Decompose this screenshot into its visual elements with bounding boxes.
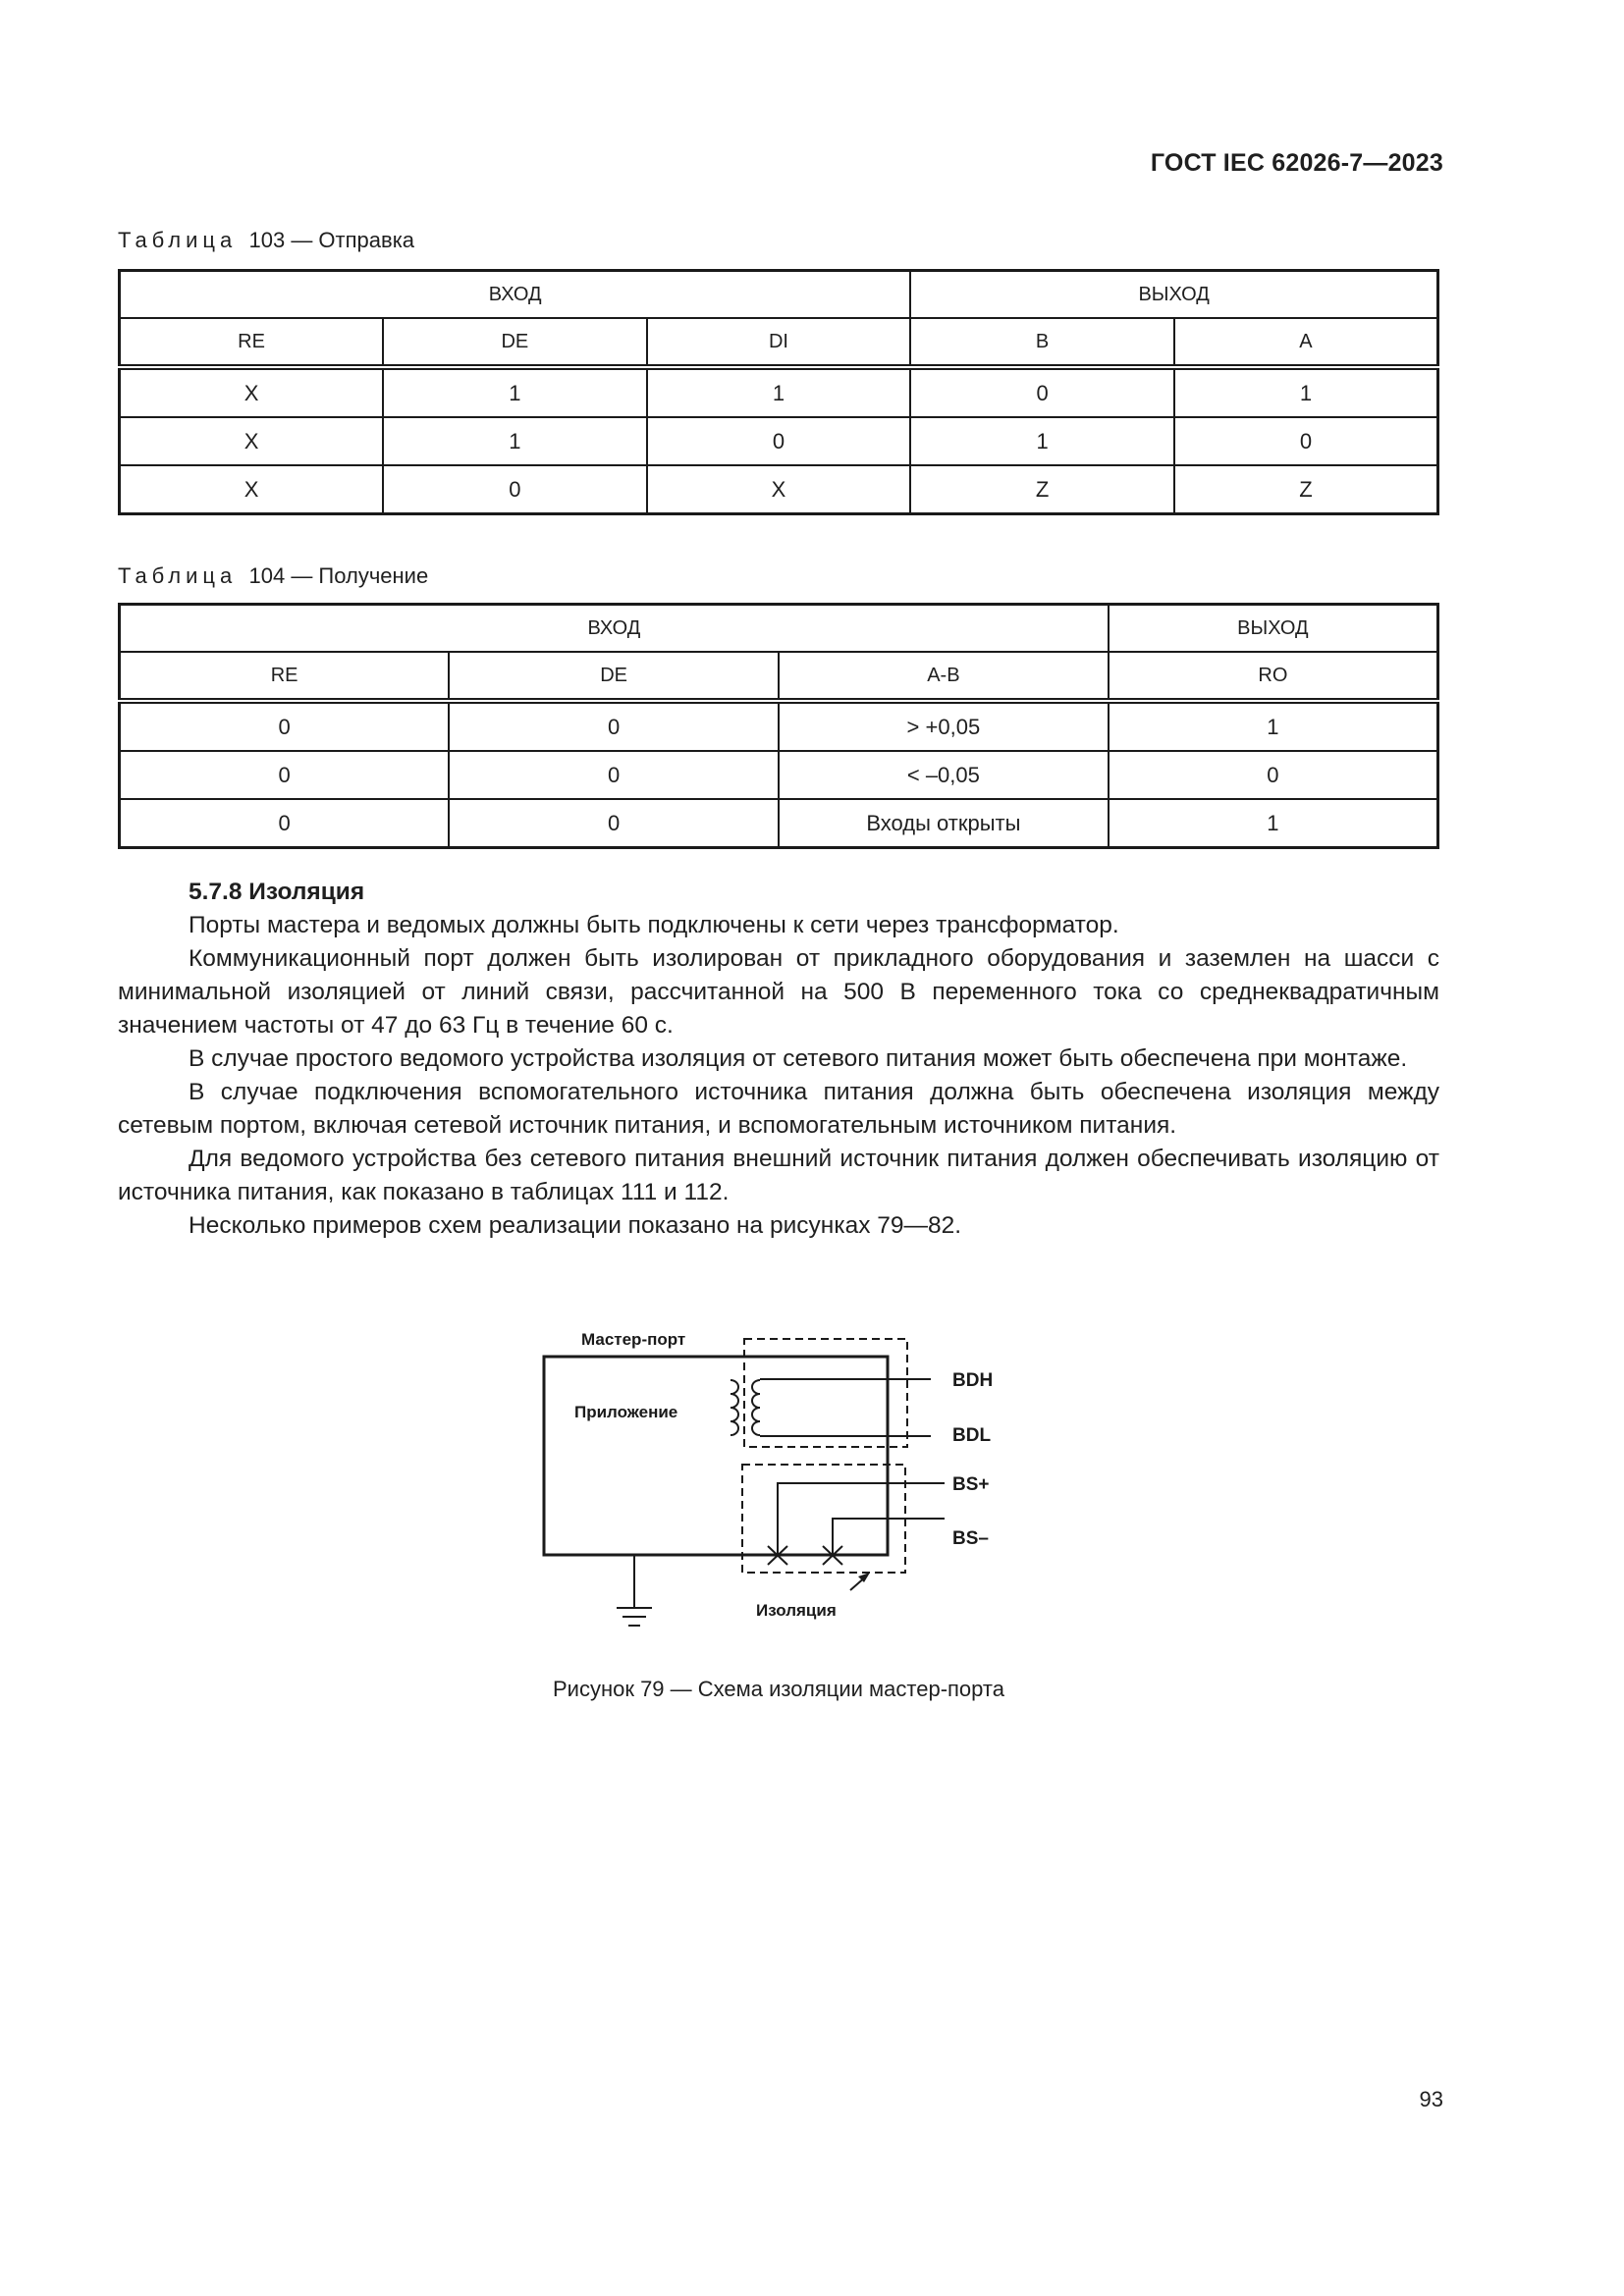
document-id-header: ГОСТ IEC 62026-7—2023 bbox=[1150, 149, 1443, 177]
paragraph: Для ведомого устройства без сетевого питания внешний источник питания должен обеспечивать изоляцию от источника питания, как показано в таблицах 111 и 112. bbox=[118, 1146, 1439, 1205]
column-header: DE bbox=[449, 652, 779, 701]
table-cell: 1 bbox=[383, 367, 647, 417]
column-header: A bbox=[1174, 318, 1438, 367]
table-row bbox=[120, 701, 1438, 751]
master-port-label: Мастер-порт bbox=[581, 1330, 686, 1349]
application-label: Приложение bbox=[574, 1403, 678, 1421]
table-cell: X bbox=[120, 367, 384, 417]
table-column-header-row bbox=[120, 652, 1438, 701]
figure-79-isolation-diagram bbox=[520, 1306, 1031, 1659]
table-row bbox=[120, 799, 1438, 848]
table-group-header-row bbox=[120, 271, 1438, 319]
table-103-send bbox=[118, 269, 1439, 515]
master-port-box bbox=[544, 1357, 888, 1555]
table-row bbox=[120, 367, 1438, 417]
column-header: DI bbox=[647, 318, 911, 367]
transformer-primary-coil bbox=[731, 1380, 738, 1435]
table-cell: 0 bbox=[1109, 751, 1438, 799]
table-cell: Z bbox=[910, 465, 1174, 514]
column-header: DE bbox=[383, 318, 647, 367]
table-column-header-row bbox=[120, 318, 1438, 367]
table-cell: X bbox=[120, 465, 384, 514]
table-caption-title: 103 — Отправка bbox=[248, 228, 415, 252]
table-row bbox=[120, 465, 1438, 514]
paragraph: Коммуникационный порт должен быть изолирован от прикладного оборудования и заземлен на шасси с минимальной изоляцией от линий связи, рассчитанной на 500 В переменного тока со среднеквадратичным значением частоты от 47 до 63 Гц в течение 60 с. bbox=[118, 945, 1439, 1039]
table-row bbox=[120, 751, 1438, 799]
table-row bbox=[120, 417, 1438, 465]
group-header-input: ВХОД bbox=[120, 605, 1109, 653]
table-cell: X bbox=[647, 465, 911, 514]
table-cell: 0 bbox=[383, 465, 647, 514]
table-cell: 1 bbox=[647, 367, 911, 417]
terminal-bdh: BDH bbox=[952, 1370, 994, 1391]
terminal-bs-minus: BS– bbox=[952, 1528, 989, 1549]
table-group-header-row bbox=[120, 605, 1438, 653]
column-header: RE bbox=[120, 318, 384, 367]
table-caption-word: Таблица bbox=[118, 228, 238, 252]
table-cell: 0 bbox=[1174, 417, 1438, 465]
table-caption-title: 104 — Получение bbox=[248, 563, 429, 588]
table-cell: 1 bbox=[383, 417, 647, 465]
table-104-caption bbox=[118, 563, 428, 589]
table-cell: X bbox=[120, 417, 384, 465]
paragraph: В случае подключения вспомогательного источника питания должна быть обеспечена изоляция между сетевым портом, включая сетевой источник питания, и вспомогательным источником питания. bbox=[118, 1079, 1439, 1139]
group-header-output: ВЫХОД bbox=[910, 271, 1437, 319]
group-header-input: ВХОД bbox=[120, 271, 911, 319]
paragraph: Несколько примеров схем реализации показано на рисунках 79—82. bbox=[189, 1212, 962, 1239]
column-header: RO bbox=[1109, 652, 1438, 701]
table-cell: 0 bbox=[120, 701, 450, 751]
transformer-secondary-coil bbox=[752, 1380, 760, 1435]
section-heading: 5.7.8 Изоляция bbox=[189, 879, 365, 905]
table-cell: 0 bbox=[647, 417, 911, 465]
table-cell: 0 bbox=[449, 799, 779, 848]
table-cell: Входы открыты bbox=[779, 799, 1109, 848]
column-header: A-B bbox=[779, 652, 1109, 701]
table-cell: 1 bbox=[910, 417, 1174, 465]
table-104-receive bbox=[118, 603, 1439, 849]
isolation-schematic bbox=[520, 1306, 1031, 1659]
table-cell: 1 bbox=[1109, 799, 1438, 848]
terminal-bs-plus: BS+ bbox=[952, 1474, 990, 1495]
table-cell: 0 bbox=[449, 751, 779, 799]
column-header: B bbox=[910, 318, 1174, 367]
table-cell: 1 bbox=[1174, 367, 1438, 417]
paragraph: В случае простого ведомого устройства изоляция от сетевого питания может быть обеспечена при монтаже. bbox=[189, 1045, 1408, 1072]
table-cell: 1 bbox=[1109, 701, 1438, 751]
table-103-caption bbox=[118, 228, 414, 253]
isolation-label: Изоляция bbox=[756, 1601, 837, 1620]
table-cell: < –0,05 bbox=[779, 751, 1109, 799]
table-cell: 0 bbox=[910, 367, 1174, 417]
column-header: RE bbox=[120, 652, 450, 701]
table-cell: Z bbox=[1174, 465, 1438, 514]
table-cell: 0 bbox=[120, 751, 450, 799]
table-cell: 0 bbox=[449, 701, 779, 751]
terminal-bdl: BDL bbox=[952, 1425, 992, 1446]
page-number: 93 bbox=[1419, 2087, 1443, 2111]
table-cell: 0 bbox=[120, 799, 450, 848]
group-header-output: ВЫХОД bbox=[1109, 605, 1438, 653]
figure-caption: Рисунок 79 — Схема изоляции мастер-порта bbox=[552, 1677, 1004, 1701]
table-caption-word: Таблица bbox=[118, 563, 238, 588]
table-cell: > +0,05 bbox=[779, 701, 1109, 751]
section-isolation bbox=[118, 876, 1439, 1243]
paragraph: Порты мастера и ведомых должны быть подключены к сети через трансформатор. bbox=[189, 912, 1119, 938]
